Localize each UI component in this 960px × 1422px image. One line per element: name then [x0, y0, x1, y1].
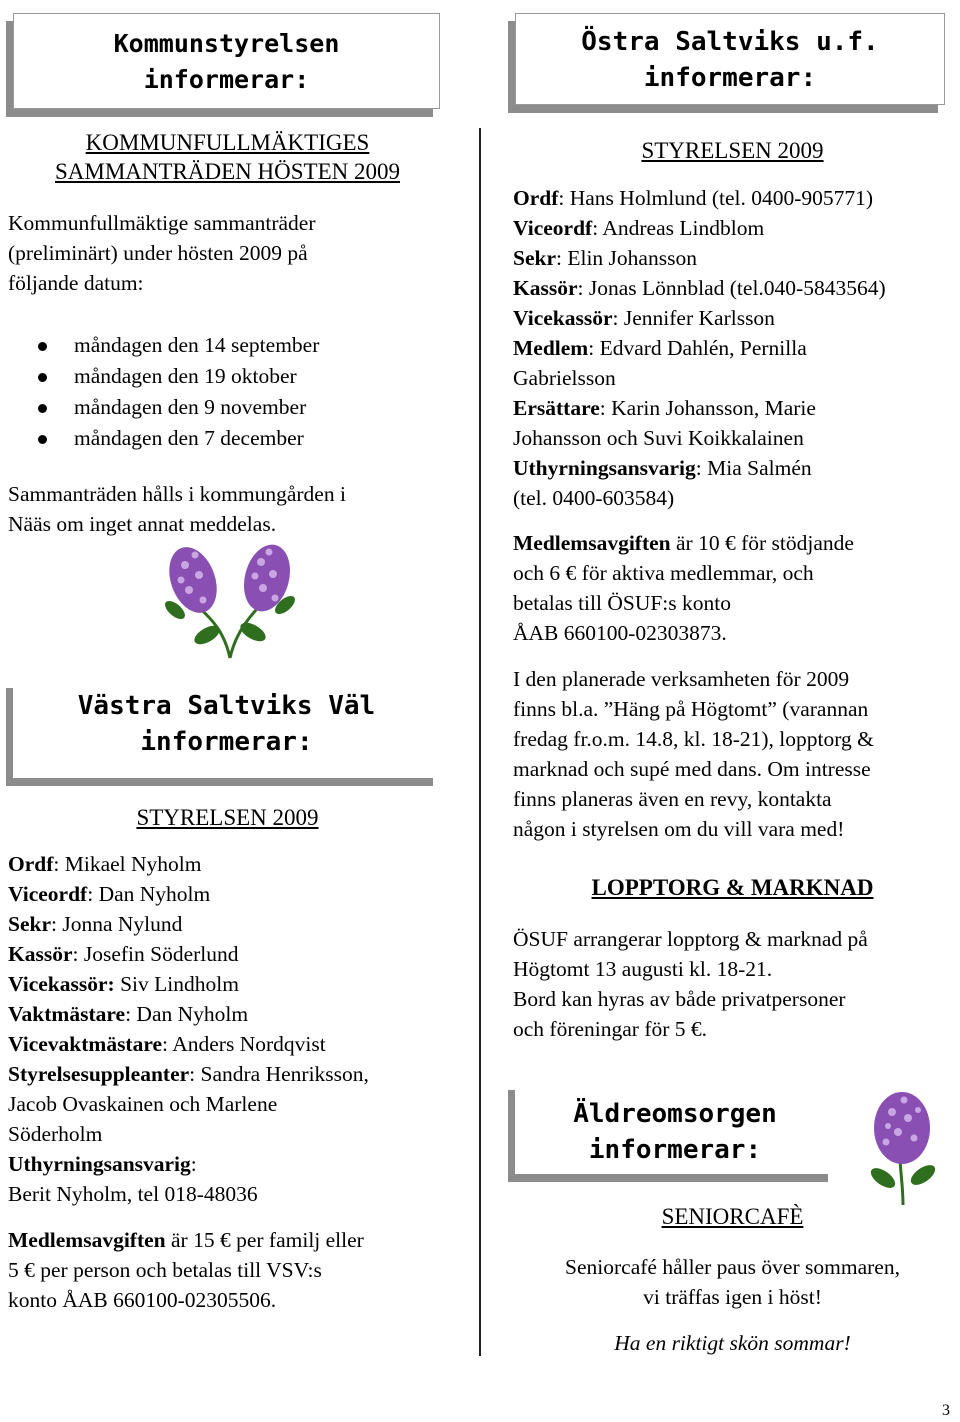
board-row: Sekr: Jonna Nylund: [8, 912, 183, 936]
date-item: måndagen den 9 november: [8, 392, 468, 423]
closing-text: Ha en riktigt skön sommar!: [614, 1331, 851, 1355]
vsv-header-line2: informerar:: [140, 727, 313, 757]
board-cont-line1: Jacob Ovaskainen och Marlene: [8, 1092, 278, 1116]
osuf-plans: I den planerade verksamheten för 2009 finns bl.a. ”Häng på Högtomt” (varannan fredag fr.o.m. 14.8, kl. 18-21), lopptorg & marknad och supé med dans. Om intresse finns planeras även en revy, kontakta någon i styrelsen om du vill vara med!: [513, 667, 874, 841]
fee-label: Medlemsavgiften: [8, 1228, 166, 1252]
vsv-fee: Medlemsavgiften är 15 € per familj eller 5 € per person och betalas till VSV:s konto ÅAB 660100-02305506.: [8, 1225, 473, 1315]
lopptorg-title: LOPPTORG & MARKNAD: [591, 875, 874, 900]
kf-title-line1: KOMMUNFULLMÄKTIGES: [85, 130, 370, 155]
seniorcafe-text: Seniorcafé håller paus över sommaren, vi träffas igen i höst!: [565, 1255, 900, 1309]
vsv-header-line1: Västra Saltviks Väl: [77, 691, 376, 721]
kf-note-line1: Sammanträden hålls i kommungården i: [8, 482, 346, 506]
kommun-header-line1: Kommunstyrelsen: [113, 29, 340, 58]
board-row: Uthyrningsansvarig:: [8, 1152, 197, 1176]
kf-dates: [8, 330, 468, 454]
fee-line2: 5 € per person och betalas till VSV:s: [8, 1258, 322, 1282]
date-item: måndagen den 19 oktober: [8, 361, 468, 392]
column-divider: [479, 128, 481, 1356]
page-number: 3: [942, 1402, 950, 1419]
board-row: Ordf: Mikael Nyholm: [8, 852, 202, 876]
aldre-header-line2: informerar:: [588, 1135, 762, 1165]
vsv-board: [8, 849, 473, 1209]
board-row: Vicevaktmästare: Anders Nordqvist: [8, 1032, 326, 1056]
kf-intro-line2: (preliminärt) under hösten 2009 på: [8, 241, 308, 265]
lilac-flower-icon: [858, 1090, 948, 1210]
kf-note: [8, 479, 468, 539]
aldre-header-line1: Äldreomsorgen: [573, 1099, 777, 1129]
board-row: Styrelsesuppleanter: Sandra Henriksson,: [8, 1062, 369, 1086]
kf-title-line2: SAMMANTRÄDEN HÖSTEN 2009: [54, 159, 400, 184]
kommun-header-line2: informerar:: [143, 65, 310, 94]
dates-list: [8, 330, 468, 454]
uthyrning-contact: Berit Nyholm, tel 018-48036: [8, 1182, 258, 1206]
board-cont-line2: Söderholm: [8, 1122, 103, 1146]
osuf-fee: Medlemsavgiften är 10 € för stödjande och 6 € för aktiva medlemmar, och betalas till ÖSUF:s konto ÅAB 660100-02303873.: [513, 531, 854, 645]
lilac-flower-icon: [155, 540, 305, 665]
osuf-header: [515, 13, 945, 105]
aldreomsorgen-header: [515, 1082, 835, 1174]
osuf-header-line2: informerar:: [643, 63, 817, 93]
vsv-styrelse-title: STYRELSEN 2009: [136, 805, 319, 830]
seniorcafe-title: SENIORCAFÈ: [661, 1204, 804, 1229]
board-row: Kassör: Josefin Söderlund: [8, 942, 239, 966]
fee-line3: konto ÅAB 660100-02305506.: [8, 1288, 277, 1312]
date-item: måndagen den 7 december: [8, 423, 468, 454]
osuf-header-line1: Östra Saltviks u.f.: [581, 27, 879, 57]
kf-intro-line1: Kommunfullmäktige sammanträder: [8, 211, 316, 235]
lopptorg-text: ÖSUF arrangerar lopptorg & marknad på Högtomt 13 augusti kl. 18-21. Bord kan hyras av både privatpersoner och föreningar för 5 €.: [513, 927, 868, 1041]
board-row: Vaktmästare: Dan Nyholm: [8, 1002, 249, 1026]
date-item: måndagen den 14 september: [8, 330, 468, 361]
kf-note-line2: Nääs om inget annat meddelas.: [8, 512, 277, 536]
osuf-board: Ordf: Hans Holmlund (tel. 0400-905771) Viceordf: Andreas Lindblom Sekr: Elin Johansson Kassör: Jonas Lönnblad (tel.040-5843564) Vicekassör: Jennifer Karlsson Medlem: Edvard Dahlén, Pernilla Gabrielsson Ersättare: Karin Johansson, Marie Johansson och Suvi Koikkalainen Uthyrningsansvarig: Mia Salmén (tel. 0400-603584): [513, 186, 886, 510]
kf-intro-line3: följande datum:: [8, 271, 144, 295]
kf-intro: [8, 208, 468, 298]
board-row: Vicekassör: Siv Lindholm: [8, 972, 239, 996]
osuf-styrelse-title: STYRELSEN 2009: [641, 138, 824, 163]
kommunstyrelsen-header: [13, 13, 440, 109]
kf-title: [0, 128, 455, 186]
vsv-header: [13, 680, 440, 778]
board-row: Viceordf: Dan Nyholm: [8, 882, 211, 906]
